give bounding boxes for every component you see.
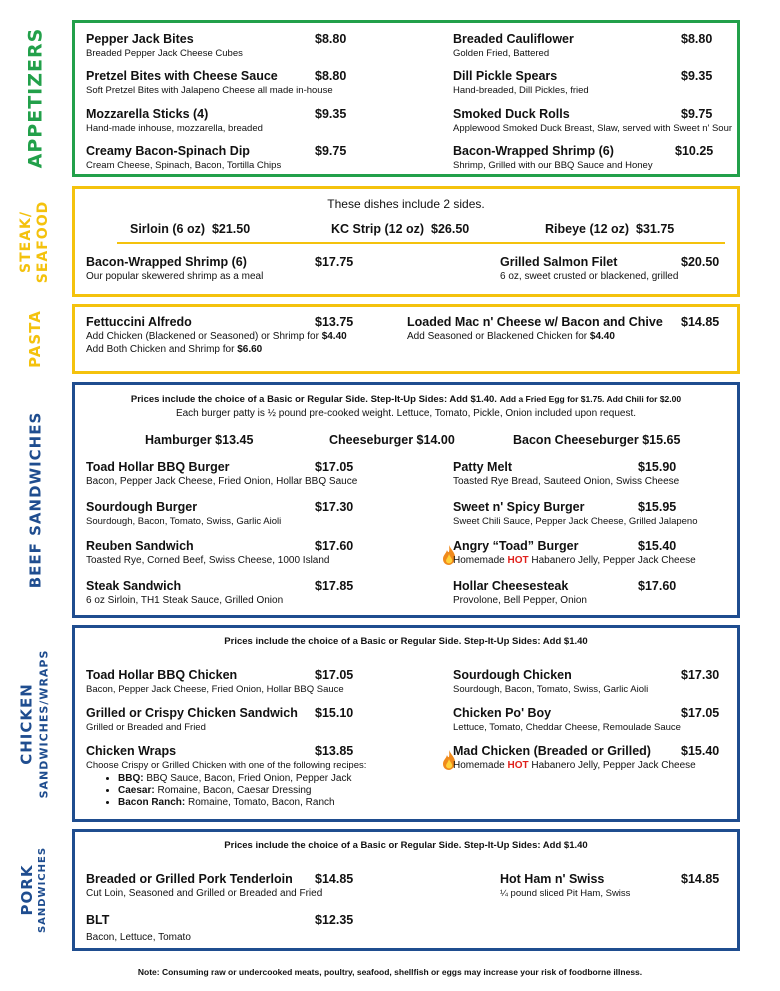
item-price: $17.60 (315, 539, 354, 553)
item-price: $9.35 (681, 69, 713, 83)
menu-item (500, 872, 630, 899)
item-name: Creamy Bacon-Spinach Dip (86, 144, 250, 158)
menu-item (453, 668, 648, 695)
item-name: Reuben Sandwich (86, 539, 194, 553)
item-name: Mad Chicken (Breaded or Grilled) (453, 744, 651, 758)
beef-sandwiches-section (72, 382, 740, 618)
item-price: $15.90 (638, 460, 677, 474)
item-price: $17.30 (315, 500, 354, 514)
item-name: Toad Hollar BBQ Chicken (86, 668, 238, 682)
item-desc: Hand-breaded, Dill Pickles, fried (453, 85, 589, 96)
item-desc: Provolone, Bell Pepper, Onion (453, 595, 587, 606)
menu-item (86, 706, 298, 733)
item-name: Bacon-Wrapped Shrimp (6) (86, 255, 247, 269)
steak-seafood-section (72, 186, 740, 297)
item-name: Smoked Duck Rolls (453, 107, 570, 121)
chicken-label (0, 625, 70, 822)
item-desc: Choose Crispy or Grilled Chicken with one of the following recipes: (86, 760, 367, 771)
steak-note: These dishes include 2 sides. (327, 197, 485, 211)
item-price: $17.60 (638, 579, 677, 593)
item-desc: Breaded Pepper Jack Cheese Cubes (86, 48, 243, 59)
item-desc: Lettuce, Tomato, Cheddar Cheese, Remoulade Sauce (453, 722, 681, 733)
menu-item (86, 668, 344, 695)
item-name: Dill Pickle Spears (453, 69, 558, 83)
pasta-section (72, 304, 740, 374)
item-name: Toad Hollar BBQ Burger (86, 460, 230, 474)
item-desc: ¼ pound sliced Pit Ham, Swiss (500, 888, 631, 899)
item-desc: Add Seasoned or Blackened Chicken for $4.40 (407, 331, 615, 342)
chicken-section (72, 625, 740, 822)
list-item: • Caesar: Romaine, Bacon, Caesar Dressing (118, 785, 366, 796)
burger-cheeseburger: Cheeseburger $14.00 (329, 433, 455, 447)
item-desc: Homemade HOT Habanero Jelly, Pepper Jack Cheese (453, 760, 696, 771)
burger-bacon-cheeseburger: Bacon Cheeseburger $15.65 (513, 433, 681, 447)
item-price: $14.85 (681, 872, 720, 886)
item-price: $17.05 (315, 460, 354, 474)
item-price: $8.80 (315, 69, 347, 83)
item-price: $9.75 (315, 144, 347, 158)
appetizers-label (0, 20, 70, 176)
item-price: $17.05 (315, 668, 354, 682)
item-name: Grilled Salmon Filet (500, 255, 618, 269)
cut-ribeye: Ribeye (12 oz) $31.75 (545, 222, 675, 236)
pork-label-line1: PORK (18, 864, 37, 915)
burger-hamburger: Hamburger $13.45 (145, 433, 254, 447)
item-price: $17.85 (315, 579, 354, 593)
item-price: $9.35 (315, 107, 347, 121)
cut-kc-strip: KC Strip (12 oz) $26.50 (331, 222, 470, 236)
item-desc: Applewood Smoked Duck Breast, Slaw, served with Sweet n' Sour (453, 123, 733, 134)
beef-note-2: Each burger patty is ½ pound pre-cooked weight. Lettuce, Tomato, Pickle, Onion included upon request. (175, 408, 637, 419)
menu-item (453, 579, 587, 606)
item-name: Patty Melt (453, 460, 513, 474)
item-name: BLT (86, 913, 110, 927)
item-name: Pretzel Bites with Cheese Sauce (86, 69, 278, 83)
beef-sandwiches-label (0, 382, 70, 618)
menu-item (86, 32, 243, 59)
cut-sirloin: Sirloin (6 oz) $21.50 (130, 222, 251, 236)
menu-item (453, 744, 696, 771)
item-price: $15.95 (638, 500, 677, 514)
list-item: • BBQ: BBQ Sauce, Bacon, Fried Onion, Pepper Jack (118, 773, 366, 784)
item-desc: Hand-made inhouse, mozzarella, breaded (86, 123, 263, 134)
item-name: Hot Ham n' Swiss (500, 872, 605, 886)
steak-divider (117, 242, 725, 244)
item-desc: 6 oz, sweet crusted or blackened, grilled (500, 271, 679, 282)
item-desc: Bacon, Pepper Jack Cheese, Fried Onion, Hollar BBQ Sauce (86, 476, 358, 487)
item-name: Chicken Wraps (86, 744, 177, 758)
beef-note-1: Prices include the choice of a Basic or Regular Side. Step-It-Up Sides: Add $1.40. Add a Fried Egg for $1.75. Add Chili for $2.00 (130, 394, 682, 405)
menu-item (86, 69, 333, 96)
menu-item (407, 315, 663, 342)
item-price: $13.75 (315, 315, 354, 329)
menu-item (453, 32, 574, 59)
item-desc: Grilled or Breaded and Fried (86, 722, 206, 733)
item-desc: Sourdough, Bacon, Tomato, Swiss, Garlic Aioli (453, 684, 649, 695)
item-desc: Our popular skewered shrimp as a meal (86, 271, 264, 282)
item-name: Sourdough Burger (86, 500, 198, 514)
menu-item (86, 579, 283, 606)
item-desc: Sourdough, Bacon, Tomato, Swiss, Garlic Aioli (86, 516, 282, 527)
item-price: $17.05 (681, 706, 720, 720)
item-price: $10.25 (675, 144, 714, 158)
item-price: $20.50 (681, 255, 720, 269)
item-desc: Sweet Chili Sauce, Pepper Jack Cheese, Grilled Jalapeno (453, 516, 698, 527)
steak-label-line1: STEAK/ (18, 211, 34, 273)
item-price: $12.35 (315, 913, 354, 927)
menu-item (86, 107, 263, 134)
item-name: Angry “Toad” Burger (453, 539, 579, 553)
item-name: Bacon-Wrapped Shrimp (6) (453, 144, 614, 158)
item-name: Pepper Jack Bites (86, 32, 194, 46)
footer-note: Note: Consuming raw or undercooked meats, poultry, seafood, shellfish or eggs may increase your risk of foodborne illness. (137, 967, 643, 977)
item-desc: Bacon, Pepper Jack Cheese, Fried Onion, Hollar BBQ Sauce (86, 684, 344, 695)
item-name: Steak Sandwich (86, 579, 182, 593)
steak-seafood-label (0, 186, 70, 298)
item-desc: Homemade HOT Habanero Jelly, Pepper Jack Cheese (453, 555, 696, 566)
item-name: Sourdough Chicken (453, 668, 572, 682)
list-item: • Bacon Ranch: Romaine, Tomato, Bacon, Ranch (118, 797, 366, 808)
menu-item (86, 315, 347, 355)
pork-section (72, 829, 740, 951)
item-price: $8.80 (681, 32, 713, 46)
chicken-label-line1: CHICKEN (17, 682, 35, 765)
item-name: Breaded or Grilled Pork Tenderloin (86, 872, 293, 886)
item-desc: Shrimp, Grilled with our BBQ Sauce and Honey (453, 160, 653, 171)
item-price: $17.30 (681, 668, 720, 682)
item-price: $15.40 (638, 539, 677, 553)
item-desc: Toasted Rye, Corned Beef, Swiss Cheese, 1000 Island (86, 555, 330, 566)
item-name: Grilled or Crispy Chicken Sandwich (86, 706, 298, 720)
item-desc: Toasted Rye Bread, Sauteed Onion, Swiss Cheese (453, 476, 680, 487)
pork-note: Prices include the choice of a Basic or Regular Side. Step-It-Up Sides: Add $1.40 (224, 840, 588, 851)
item-desc: Cream Cheese, Spinach, Bacon, Tortilla Chips (86, 160, 282, 171)
item-price: $15.10 (315, 706, 354, 720)
item-price: $9.75 (681, 107, 713, 121)
item-price: $15.40 (681, 744, 720, 758)
pork-label (0, 829, 70, 950)
item-desc: Soft Pretzel Bites with Jalapeno Cheese all made in-house (86, 85, 333, 96)
menu-item (86, 913, 191, 943)
item-name: Hollar Cheesesteak (453, 579, 569, 593)
steak-label-line2: SEAFOOD (35, 200, 51, 284)
item-name: Fettuccini Alfredo (86, 315, 192, 329)
item-desc: Golden Fried, Battered (453, 48, 550, 59)
menu-item (453, 144, 653, 171)
pasta-label (0, 304, 70, 374)
menu-item (86, 144, 281, 171)
menu-item (86, 872, 322, 899)
menu-item (86, 500, 281, 527)
item-name: Loaded Mac n' Cheese w/ Bacon and Chive (407, 315, 663, 329)
item-name: Breaded Cauliflower (453, 32, 574, 46)
item-desc: Add Both Chicken and Shrimp for $6.60 (86, 344, 263, 355)
appetizers-label-text: APPETIZERS (24, 27, 47, 169)
menu-item (86, 539, 329, 566)
menu-item (453, 69, 589, 96)
menu-item (86, 255, 263, 282)
item-price: $8.80 (315, 32, 347, 46)
item-desc: Cut Loin, Seasoned and Grilled or Breaded and Fried (86, 888, 323, 899)
item-name: Sweet n' Spicy Burger (453, 500, 585, 514)
item-desc: Bacon, Lettuce, Tomato (86, 932, 191, 943)
item-price: $14.85 (315, 872, 354, 886)
wrap-recipe-list (86, 773, 366, 808)
chicken-label-line2: SANDWICHES/WRAPS (37, 649, 50, 798)
beef-label-text: BEEF SANDWICHES (26, 411, 44, 589)
appetizers-section (72, 20, 740, 177)
item-price: $17.75 (315, 255, 354, 269)
chicken-note: Prices include the choice of a Basic or Regular Side. Step-It-Up Sides: Add $1.40 (224, 636, 588, 647)
item-desc: Add Chicken (Blackened or Seasoned) or Shrimp for $4.40 (86, 331, 347, 342)
item-price: $14.85 (681, 315, 720, 329)
item-name: Mozzarella Sticks (4) (86, 107, 209, 121)
item-name: Chicken Po' Boy (453, 706, 552, 720)
item-price: $13.85 (315, 744, 354, 758)
pasta-label-text: PASTA (26, 310, 44, 368)
item-desc: 6 oz Sirloin, TH1 Steak Sauce, Grilled Onion (86, 595, 284, 606)
menu-item (500, 255, 678, 282)
menu-item (453, 706, 681, 733)
pork-label-line2: SANDWICHES (37, 846, 49, 933)
